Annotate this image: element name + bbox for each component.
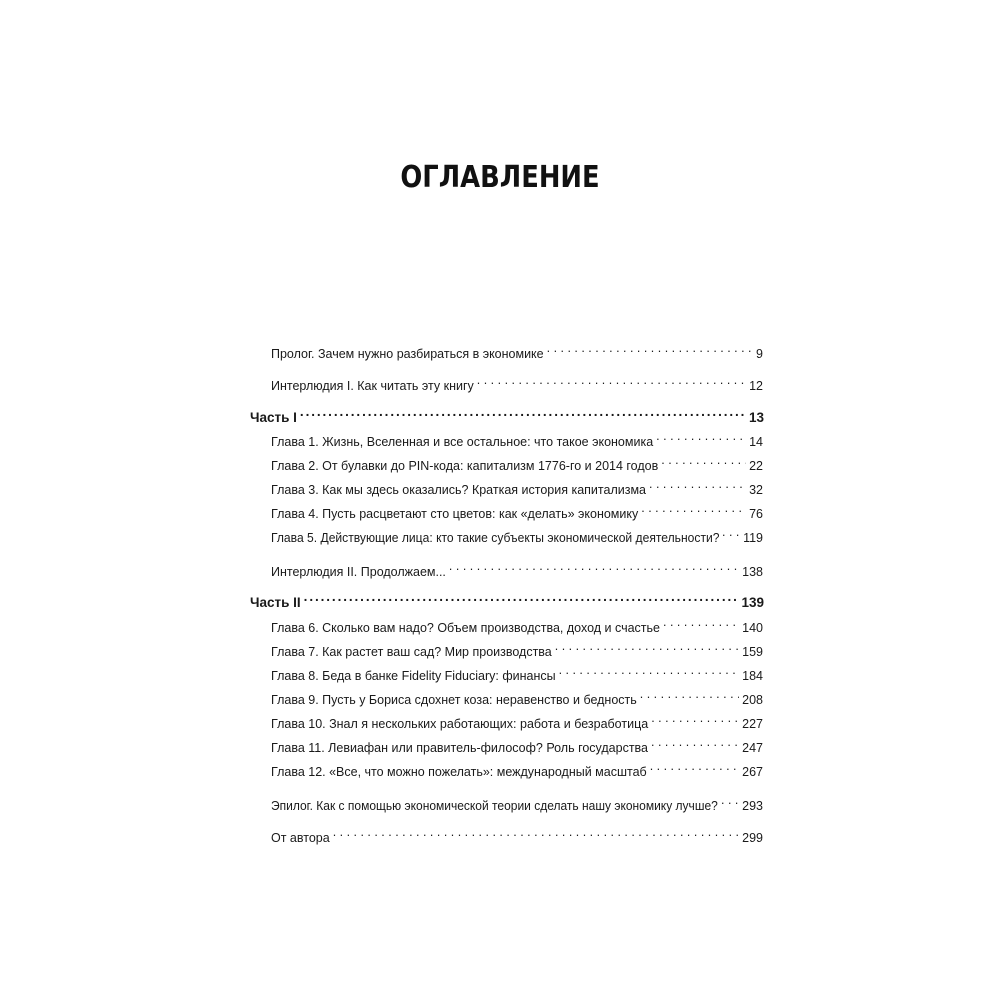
toc-entry-page: 9 [756, 347, 763, 361]
toc-entry-label: От автора [271, 831, 330, 845]
dot-leader [650, 756, 739, 776]
dot-leader [663, 612, 739, 632]
toc-entry-label: Глава 3. Как мы здесь оказались? Краткая история капитализма [271, 483, 647, 497]
dot-leader [656, 426, 746, 446]
toc-entry-chapter-11[interactable] [271, 732, 763, 755]
toc-entry-page: 76 [749, 507, 763, 521]
toc-entry-label: Глава 9. Пусть у Бориса сдохнет коза: неравенство и бедность [271, 693, 637, 707]
toc-entry-page: 119 [743, 531, 763, 545]
toc-entry-from-author[interactable] [271, 822, 763, 845]
dot-leader [304, 587, 739, 607]
toc-entry-label: Часть II [250, 595, 301, 610]
toc-entry-interlude-1[interactable] [271, 370, 763, 393]
toc-entry-label: Глава 8. Беда в банке Fidelity Fiduciary: финансы [271, 669, 556, 683]
toc-entry-label: Эпилог. Как с помощью экономической теории сделать нашу экономику лучше? [271, 799, 718, 813]
toc-entry-chapter-7[interactable] [271, 636, 763, 659]
toc-entry-page: 13 [748, 410, 764, 425]
page-title: ОГЛАВЛЕНИЕ [400, 160, 600, 195]
toc-entry-chapter-4[interactable] [271, 498, 763, 521]
toc-entry-label: Глава 4. Пусть расцветают сто цветов: как «делать» экономику [271, 507, 639, 521]
toc-entry-label: Глава 2. От булавки до PIN-кода: капитализм 1776-го и 2014 годов [271, 459, 659, 473]
toc-entry-label: Пролог. Зачем нужно разбираться в экономике [271, 347, 544, 361]
toc-entry-page: 12 [749, 379, 763, 393]
toc-entry-label: Глава 6. Сколько вам надо? Объем производства, доход и счастье [271, 621, 660, 635]
dot-leader [555, 636, 739, 656]
toc-entry-chapter-5[interactable] [271, 522, 763, 545]
dot-leader [640, 684, 739, 704]
toc-entry-chapter-9[interactable] [271, 684, 763, 707]
toc-entry-page: 14 [749, 435, 763, 449]
dot-leader [722, 522, 740, 542]
toc-entry-page: 247 [742, 741, 763, 755]
toc-entry-chapter-2[interactable] [271, 450, 763, 473]
dot-leader [547, 338, 753, 358]
toc-entry-page: 227 [742, 717, 763, 731]
dot-leader [651, 708, 739, 728]
dot-leader [559, 660, 740, 680]
dot-leader [661, 450, 746, 470]
toc-entry-chapter-12[interactable] [271, 756, 763, 779]
toc-entry-page: 138 [742, 565, 763, 579]
toc-entry-page: 299 [742, 831, 763, 845]
toc-entry-epilogue[interactable] [271, 790, 763, 813]
dot-leader [333, 822, 739, 842]
toc-entry-prologue[interactable] [271, 338, 763, 361]
toc-entry-chapter-1[interactable] [271, 426, 763, 449]
toc-entry-chapter-3[interactable] [271, 474, 763, 497]
toc-entry-label: Интерлюдия II. Продолжаем... [271, 565, 446, 579]
toc-entry-page: 208 [742, 693, 763, 707]
toc-entry-chapter-6[interactable] [271, 612, 763, 635]
toc-entry-page: 293 [742, 799, 763, 813]
dot-leader [477, 370, 746, 390]
toc-entry-label: Глава 1. Жизнь, Вселенная и все остальное: что такое экономика [271, 435, 654, 449]
toc-entry-page: 267 [742, 765, 763, 779]
toc-entry-part-2[interactable] [250, 587, 764, 610]
toc-entry-label: Интерлюдия I. Как читать эту книгу [271, 379, 474, 393]
dot-leader [651, 732, 739, 752]
toc-entry-chapter-10[interactable] [271, 708, 763, 731]
dot-leader [649, 474, 746, 494]
toc-entry-page: 32 [749, 483, 763, 497]
toc-entry-label: Часть I [250, 410, 297, 425]
dot-leader [641, 498, 746, 518]
toc-entry-chapter-8[interactable] [271, 660, 763, 683]
toc-entry-label: Глава 11. Левиафан или правитель-философ? Роль государства [271, 741, 649, 755]
toc-entry-page: 159 [742, 645, 763, 659]
toc-entry-interlude-2[interactable] [271, 556, 763, 579]
dot-leader [300, 402, 746, 422]
toc-entry-page: 22 [749, 459, 763, 473]
toc-entry-page: 140 [742, 621, 763, 635]
dot-leader [721, 790, 739, 810]
toc-entry-label: Глава 12. «Все, что можно пожелать»: международный масштаб [271, 765, 647, 779]
toc-entry-part-1[interactable] [250, 402, 764, 425]
toc-entry-label: Глава 5. Действующие лица: кто такие субъекты экономической деятельности? [271, 531, 720, 545]
toc-entry-label: Глава 7. Как растет ваш сад? Мир производства [271, 645, 552, 659]
dot-leader [449, 556, 739, 576]
toc-entry-page: 184 [742, 669, 763, 683]
toc-entry-page: 139 [741, 595, 764, 610]
toc-entry-label: Глава 10. Знал я нескольких работающих: работа и безработица [271, 717, 649, 731]
